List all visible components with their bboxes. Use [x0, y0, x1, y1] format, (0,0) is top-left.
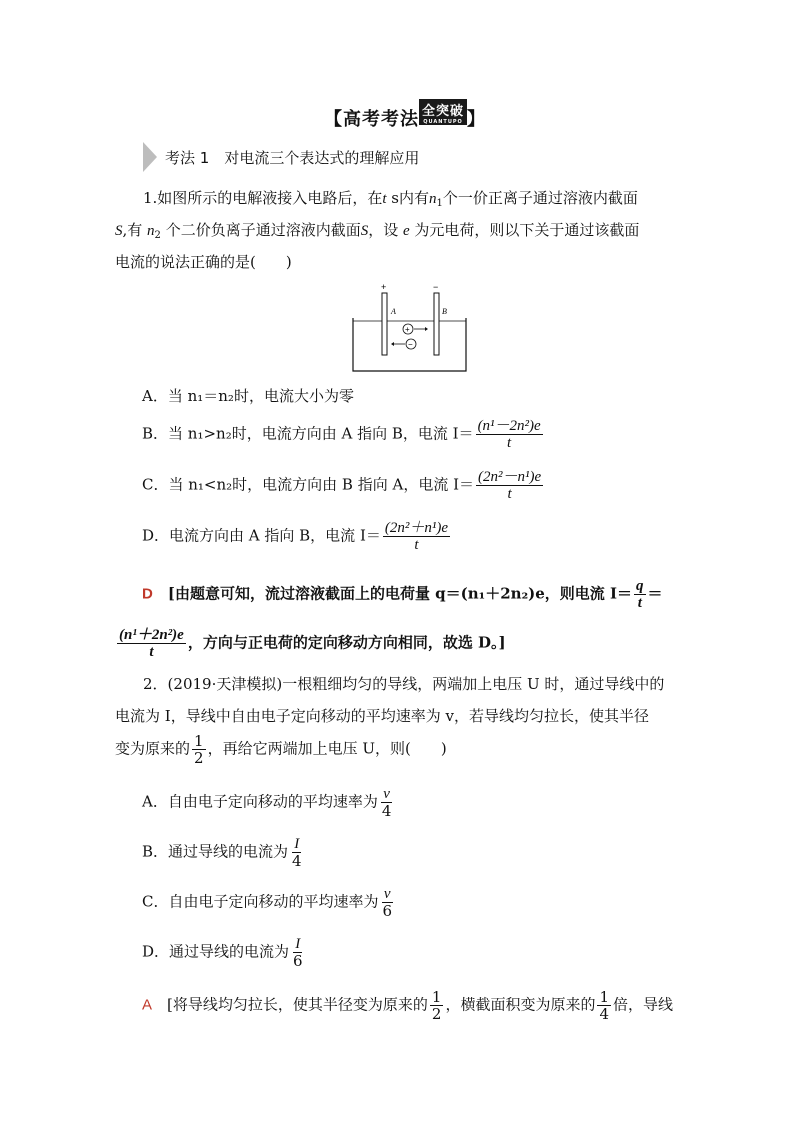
q1-text: 1.如图所示的电解液接入电路后，在: [143, 189, 383, 207]
fraction-num: I: [295, 936, 301, 952]
q1-text: 个一价正离子通过溶液内截面: [442, 189, 638, 207]
fraction-num: q: [636, 578, 644, 594]
q1-line-3: 电流的说法正确的是( ): [115, 253, 292, 271]
answer-text: ，方向与正电荷的定向移动方向相同，故选 D。]: [187, 633, 506, 652]
option-text: D．电流方向由 A 指向 B，电流 I＝: [142, 526, 381, 545]
q1-line-2: [115, 220, 639, 246]
fraction-num: 1: [599, 988, 609, 1006]
method-title-text: 对电流三个表达式的理解应用: [224, 148, 420, 167]
q1-sub: 1: [436, 198, 443, 209]
q1-var: n: [147, 223, 155, 239]
q1-var: e: [402, 223, 410, 239]
q1-option-b: [142, 418, 545, 451]
answer-1-line-1: [142, 578, 663, 611]
fraction-den: 4: [381, 802, 392, 820]
fraction-den: 2: [194, 749, 204, 767]
q2-option-a: [142, 786, 395, 819]
q1-line-1: [143, 188, 638, 214]
q1-option-a: A．当 n₁＝n₂时，电流大小为零: [142, 387, 354, 405]
q1-text: ，设: [368, 221, 403, 239]
fraction-den: t: [149, 644, 154, 660]
q1-var: n: [428, 191, 437, 207]
fraction-den: t: [414, 537, 419, 553]
option-text: D．通过导线的电流为: [142, 942, 290, 961]
option-text: B．通过导线的电流为: [142, 842, 289, 861]
q1-var: t: [382, 191, 387, 207]
fraction: [290, 836, 304, 869]
label-b: B: [442, 307, 447, 316]
fraction: [117, 627, 186, 660]
fraction-num: 1: [431, 988, 442, 1006]
fraction-num: v: [383, 786, 390, 802]
label-a: A: [391, 307, 396, 316]
header-badge: [419, 99, 467, 125]
positive-ion-sign: +: [405, 325, 410, 334]
section-header: [324, 101, 486, 131]
q1-var: S: [115, 223, 123, 239]
fraction-den: 6: [293, 952, 303, 970]
fraction-den: t: [637, 595, 642, 611]
method-title: [165, 147, 419, 168]
fraction: [380, 886, 394, 919]
electrolyte-figure: [350, 283, 470, 375]
q1-var: S: [360, 223, 369, 239]
q1-text: ,有: [122, 221, 148, 239]
arrowhead-right-icon: [425, 327, 428, 331]
answer-key: A: [142, 996, 153, 1014]
header-right: 】: [467, 109, 487, 130]
method-tag: [143, 142, 419, 172]
fraction: [476, 418, 543, 451]
q2-text: 变为原来的: [115, 739, 191, 758]
header-left: 【高考考法: [324, 109, 419, 130]
fraction-den: 6: [382, 902, 393, 920]
fraction-num: (n¹＋2n²)e: [119, 627, 184, 643]
fraction: [192, 733, 206, 766]
q1-text: 为元电荷，则以下关于通过该截面: [409, 221, 640, 239]
q1-option-d: [142, 520, 452, 553]
answer-2-line-1: [142, 989, 673, 1022]
answer-key: D: [142, 585, 153, 603]
fraction: [476, 469, 543, 502]
option-text: A．自由电子定向移动的平均速率为: [142, 792, 378, 811]
header-badge-text: 全突破: [422, 104, 465, 119]
plus-terminal: +: [381, 283, 387, 292]
method-label: 考法 1: [165, 148, 210, 167]
fraction: [634, 578, 646, 611]
answer-text: [将导线均匀拉长，使其半径变为原来的: [167, 995, 428, 1014]
q2-line-2: 电流为 I，导线中自由电子定向移动的平均速率为 v，若导线均匀拉长，使其半径: [115, 707, 649, 725]
q1-option-c: [142, 469, 545, 502]
fraction-num: 1: [194, 732, 204, 750]
fraction-den: 4: [292, 852, 302, 870]
q1-text: s内有: [386, 189, 429, 207]
q1-text: 个二价负离子通过溶液内截面: [160, 221, 361, 239]
q1-sub: 2: [154, 230, 161, 241]
fraction: [430, 989, 444, 1022]
fraction-den: 2: [431, 1005, 442, 1023]
q2-option-c: [142, 886, 396, 919]
fraction-den: 4: [599, 1005, 609, 1023]
electrode-b: [434, 293, 439, 355]
q2-option-b: [142, 836, 306, 869]
electrode-a: [382, 293, 387, 355]
answer-text: ，横截面积变为原来的: [445, 995, 596, 1014]
fraction-num: I: [294, 836, 300, 852]
fraction: [597, 989, 611, 1022]
option-text: B．当 n₁>n₂时，电流方向由 A 指向 B，电流 I＝: [142, 424, 474, 443]
q2-text: ，再给它两端加上电压 U，则( ): [207, 739, 447, 758]
header-badge-sub: QUANTUPO: [423, 119, 463, 125]
fraction: [291, 936, 305, 969]
option-text: C．当 n₁<n₂时，电流方向由 B 指向 A，电流 I＝: [142, 475, 475, 494]
fraction-den: t: [507, 486, 512, 502]
tag-arrow-icon: [143, 142, 157, 172]
fraction-num: (n¹－2n²)e: [477, 418, 541, 434]
answer-text: [由题意可知，流过溶液截面上的电荷量 q＝(n₁＋2n₂)e，则电流 I＝: [167, 584, 633, 603]
fraction-den: t: [507, 435, 512, 451]
q2-option-d: [142, 936, 307, 969]
option-text: C．自由电子定向移动的平均速率为: [142, 892, 379, 911]
negative-ion-sign: −: [408, 340, 413, 349]
q2-line-3: [115, 733, 447, 766]
fraction-num: v: [383, 886, 391, 902]
fraction-num: (2n²－n¹)e: [478, 469, 542, 485]
fraction-num: (2n²＋n¹)e: [384, 520, 449, 536]
minus-terminal: −: [433, 283, 439, 292]
q2-line-1: 2．(2019·天津模拟)一根粗细均匀的导线，两端加上电压 U 时，通过导线中的: [143, 675, 665, 693]
arrowhead-left-icon: [391, 342, 394, 346]
answer-eq: ＝: [647, 584, 663, 603]
answer-1-line-2: [115, 627, 506, 660]
answer-text: 倍，导线: [613, 995, 674, 1014]
fraction: [380, 786, 394, 819]
fraction: [383, 520, 450, 553]
